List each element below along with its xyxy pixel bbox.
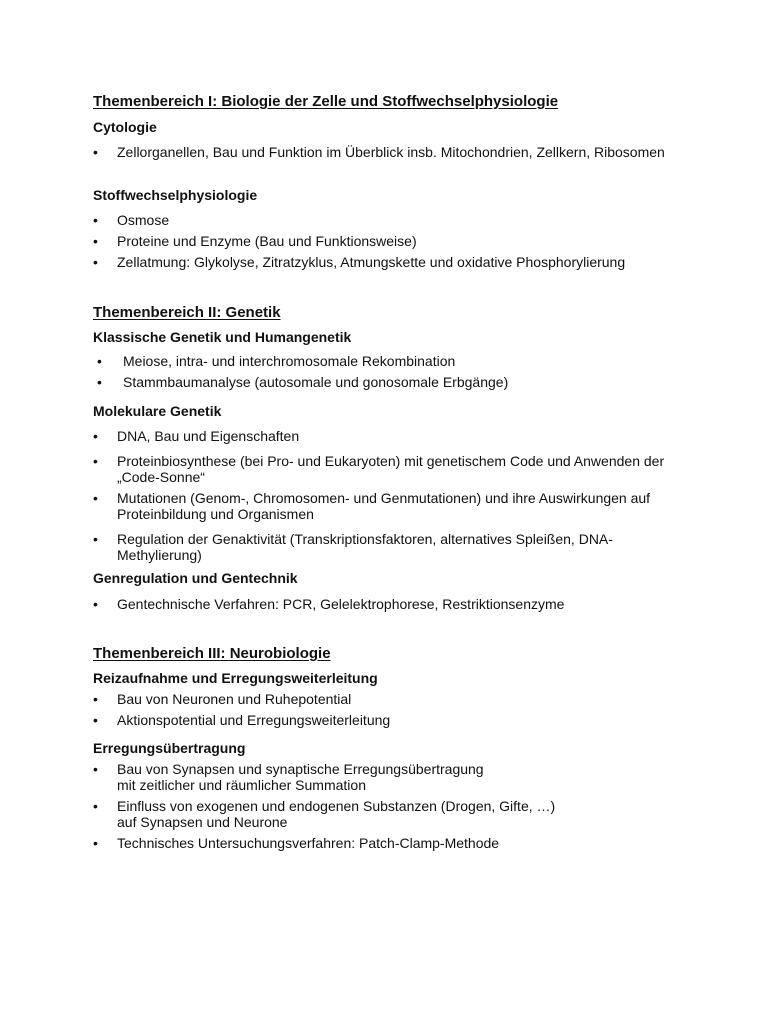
subheading-reizaufnahme: Reizaufnahme und Erregungsweiterleitung (93, 670, 378, 686)
list-item-text: Proteine und Enzyme (Bau und Funktionsweise) (117, 233, 417, 249)
bullet-icon: • (93, 254, 98, 270)
list-item-text: Gentechnische Verfahren: PCR, Gelelektrophorese, Restriktionsenzyme (117, 596, 565, 612)
bullet-icon: • (97, 374, 102, 390)
list-item-text: Proteinbiosynthese (bei Pro- und Eukaryoten) mit genetischem Code und Anwenden der „Code-Sonne“ (117, 453, 665, 485)
subheading-klassische-genetik: Klassische Genetik und Humangenetik (93, 329, 352, 345)
bullet-icon: • (93, 712, 98, 728)
list-item-text: DNA, Bau und Eigenschaften (117, 428, 300, 444)
bullet-icon: • (93, 233, 98, 249)
bullet-icon: • (93, 212, 98, 228)
list-item-text: Bau von Neuronen und Ruhepotential (117, 691, 352, 707)
list-item-text: Bau von Synapsen und synaptische Erregungsübertragung mit zeitlicher und räumlicher Summation (117, 761, 484, 793)
bullet-icon: • (93, 798, 98, 814)
bullet-icon: • (93, 691, 98, 707)
list-item-text: Mutationen (Genom-, Chromosomen- und Genmutationen) und ihre Auswirkungen auf Proteinbildung und Organismen (117, 490, 651, 522)
list-item-text: Zellorganellen, Bau und Funktion im Überblick insb. Mitochondrien, Zellkern, Ribosomen (117, 144, 665, 160)
section-title-2: Themenbereich II: Genetik (93, 304, 281, 321)
subheading-genregulation: Genregulation und Gentechnik (93, 570, 298, 586)
list-item-text: Aktionspotential und Erregungsweiterleitung (117, 712, 391, 728)
list-item-text: Regulation der Genaktivität (Transkriptionsfaktoren, alternatives Spleißen, DNA- Methylierung) (117, 531, 613, 563)
section-title-3: Themenbereich III: Neurobiologie (93, 645, 331, 662)
bullet-icon: • (93, 596, 98, 612)
bullet-icon: • (93, 490, 98, 506)
bullet-icon: • (93, 428, 98, 444)
subheading-cytologie: Cytologie (93, 119, 157, 135)
subheading-erregungsuebertragung: Erregungsübertragung (93, 740, 246, 756)
list-item-text: Zellatmung: Glykolyse, Zitratzyklus, Atmungskette und oxidative Phosphorylierung (117, 254, 626, 270)
bullet-icon: • (93, 761, 98, 777)
bullet-icon: • (93, 453, 98, 469)
list-item-text: Technisches Untersuchungsverfahren: Patch-Clamp-Methode (117, 835, 500, 851)
bullet-icon: • (97, 353, 102, 369)
subheading-molekulare-genetik: Molekulare Genetik (93, 403, 222, 419)
bullet-icon: • (93, 531, 98, 547)
list-item-text: Stammbaumanalyse (autosomale und gonosomale Erbgänge) (123, 374, 509, 390)
subheading-stoffwechselphysiologie: Stoffwechselphysiologie (93, 187, 258, 203)
list-item-text: Osmose (117, 212, 170, 228)
bullet-icon: • (93, 835, 98, 851)
list-item-text: Einfluss von exogenen und endogenen Substanzen (Drogen, Gifte, …) auf Synapsen und Neurone (117, 798, 556, 830)
bullet-icon: • (93, 144, 98, 160)
section-title-1: Themenbereich I: Biologie der Zelle und Stoffwechselphysiologie (93, 93, 559, 110)
list-item-text: Meiose, intra- und interchromosomale Rekombination (123, 353, 456, 369)
